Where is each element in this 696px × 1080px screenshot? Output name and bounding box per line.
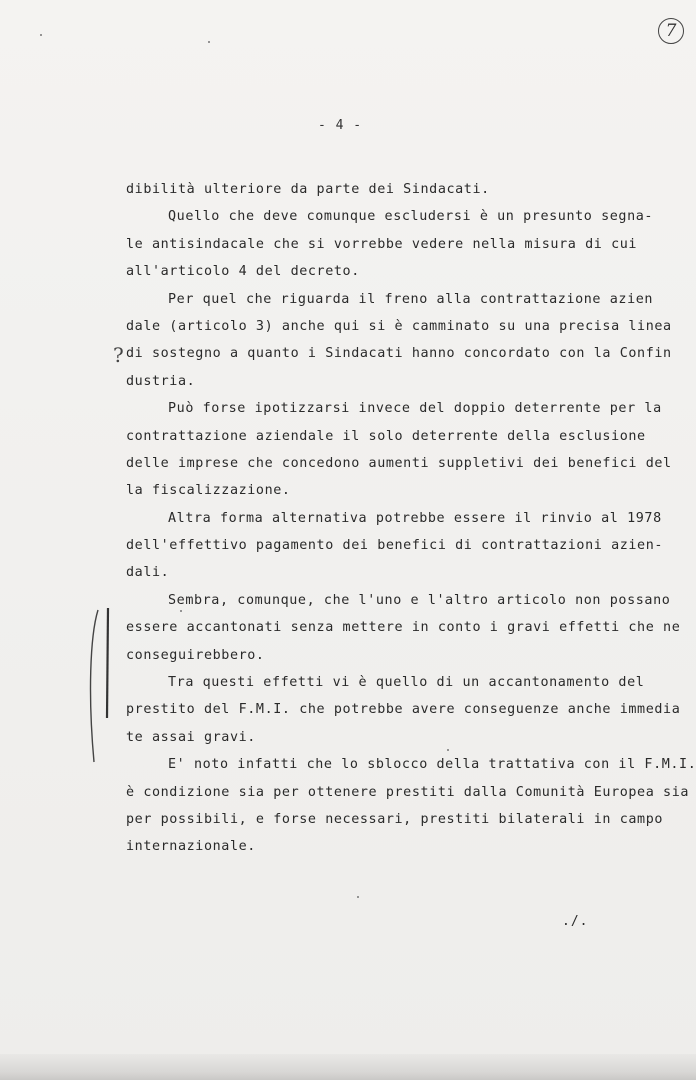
scan-edge (0, 1054, 696, 1080)
text-line: Può forse ipotizzarsi invece del doppio deterrente per la (168, 401, 662, 417)
text-line: te assai gravi. (126, 729, 256, 745)
text-line: prestito del F.M.I. che potrebbe avere conseguenze anche immedia (126, 702, 681, 718)
text-line: è condizione sia per ottenere prestiti dalla Comunità Europea sia (126, 784, 690, 800)
text-line: di sostegno a quanto i Sindacati hanno concordato con la Confin (126, 346, 672, 362)
text-line: E' noto infatti che lo sblocco della trattativa con il F.M.I. (168, 757, 696, 773)
text-line: internazionale. (126, 839, 256, 855)
text-line: dell'effettivo pagamento dei benefici di contrattazioni azien- (126, 538, 664, 554)
text-line: Tra questi effetti vi è quello di un accantonamento del (168, 675, 645, 691)
text-line: Per quel che riguarda il freno alla contrattazione azien (168, 291, 654, 307)
handwritten-margin-bracket (86, 606, 110, 768)
scan-speck (180, 610, 182, 612)
text-line: essere accantonati senza mettere in conto i gravi effetti che ne (126, 620, 681, 636)
text-line: dustria. (126, 373, 196, 389)
text-line: le antisindacale che si vorrebbe vedere nella misura di cui (126, 236, 638, 252)
text-line: Quello che deve comunque escludersi è un presunto segna- (168, 209, 654, 225)
text-line: Sembra, comunque, che l'uno e l'altro articolo non possano (168, 592, 671, 608)
scan-speck (357, 896, 359, 898)
page-circle-annotation: 7 (658, 18, 684, 44)
scan-speck (447, 749, 449, 751)
scan-speck (208, 41, 210, 43)
text-line: dibilità ulteriore da parte dei Sindacati. (126, 182, 490, 197)
margin-question-mark: ? (113, 343, 124, 367)
text-line: conseguirebbero. (126, 647, 265, 663)
text-line: dali. (126, 565, 170, 581)
body-text (126, 176, 696, 861)
text-line: dale (articolo 3) anche qui si è camminato su una precisa linea (126, 318, 672, 334)
text-line: delle imprese che concedono aumenti suppletivi dei benefici del (126, 455, 672, 471)
text-line: Altra forma alternativa potrebbe essere il rinvio al 1978 (168, 510, 662, 526)
text-line: all'articolo 4 del decreto. (126, 264, 360, 280)
scan-speck (40, 34, 42, 36)
continuation-mark: ./. (562, 914, 589, 929)
text-line: per possibili, e forse necessari, prestiti bilaterali in campo (126, 811, 664, 827)
page-number: - 4 - (318, 118, 363, 133)
text-line: la fiscalizzazione. (126, 483, 291, 499)
text-line: contrattazione aziendale il solo deterrente della esclusione (126, 428, 646, 444)
